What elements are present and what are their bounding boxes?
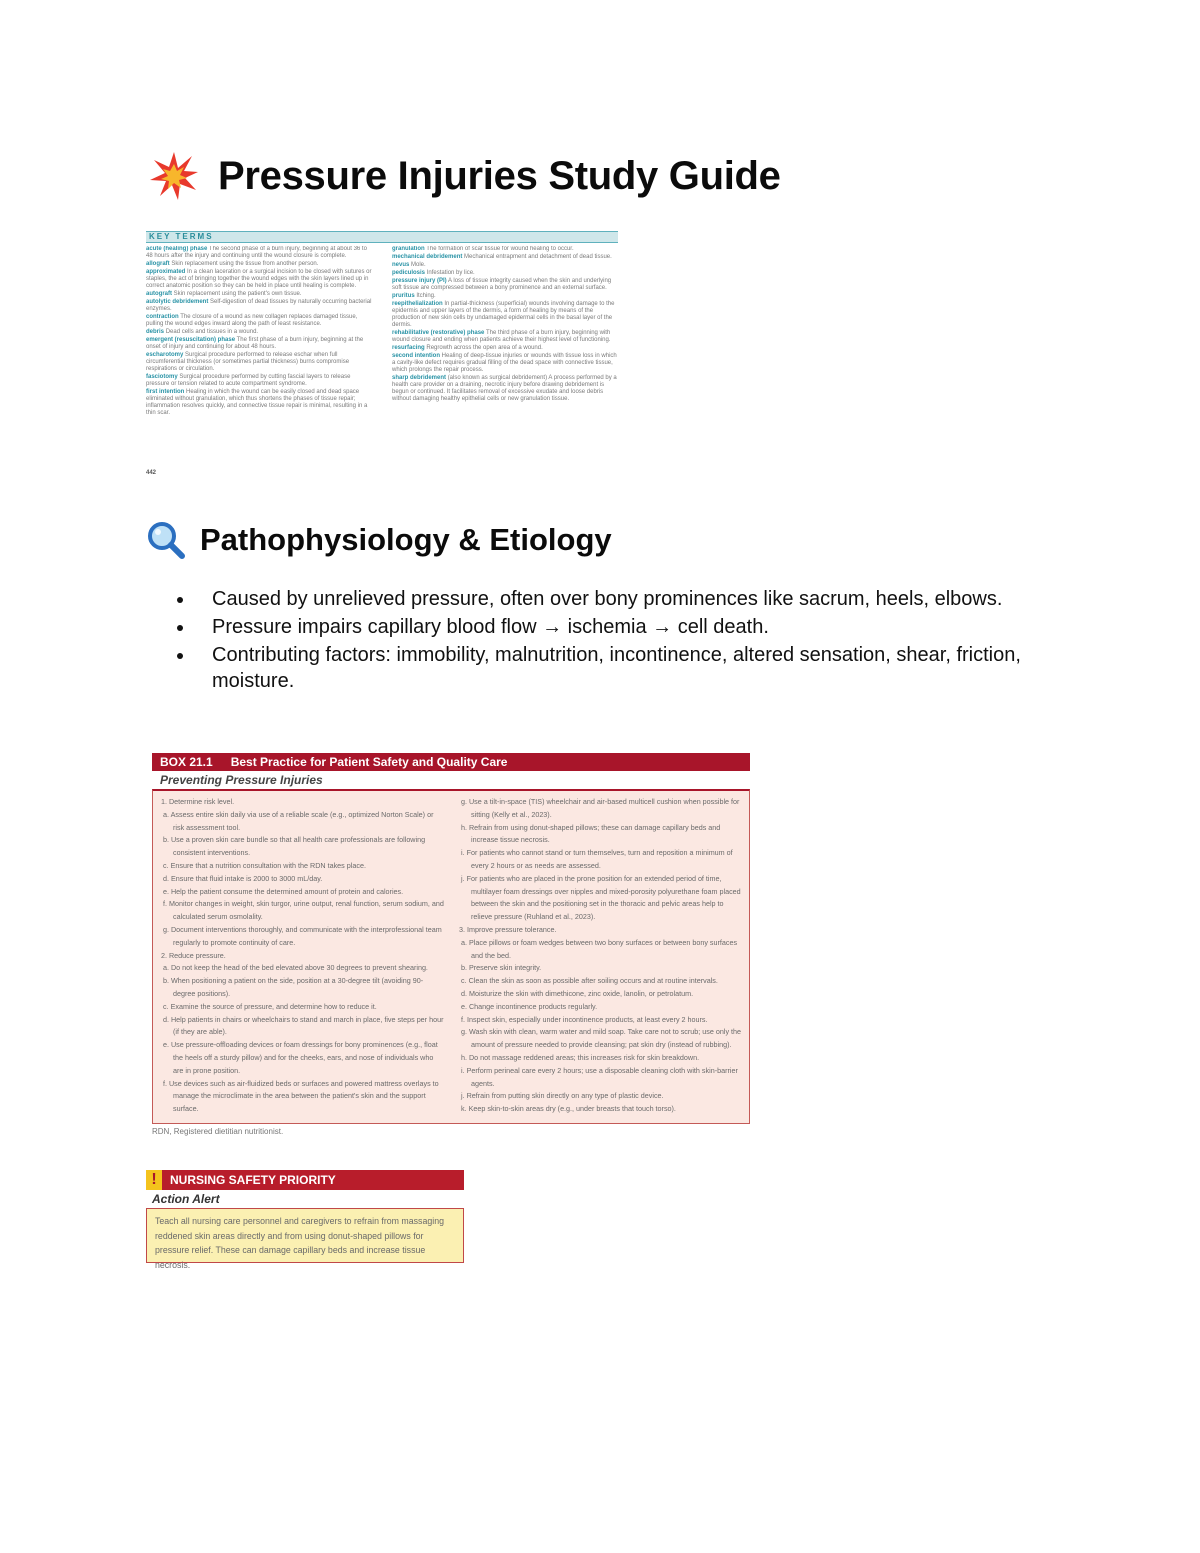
section-heading-row [146,520,612,560]
key-term-entry [146,314,372,328]
key-term-definition: Mechanical entrapment and detachment of dead tissue. [464,254,612,260]
box-list-item: d. Ensure that fluid intake is 2000 to 3000 mL/day. [163,873,323,883]
section-heading: Pathophysiology & Etiology [200,522,612,557]
box-list-item: c. Ensure that a nutrition consultation with the RDN takes place. [163,860,366,870]
box-list-item: j. Refrain from putting skin directly on any type of plastic device. [461,1091,664,1101]
key-term-definition: Surgical procedure performed by cutting fascial layers to release pressure or tension related to acute compartment syndrome. [146,374,351,387]
key-term-definition: Regrowth across the open area of a wound. [426,345,543,351]
box-list-item: 1. Determine risk level. [161,797,235,806]
key-term-definition: Self-digestion of dead tissues by naturally occurring bacterial enzymes. [146,299,372,312]
key-term-entry [146,261,372,268]
key-term-entry [392,330,618,344]
key-term-definition: A loss of tissue integrity caused when the skin and underlying soft tissue are compressed between a bony prominence and an external surface. [392,278,612,291]
key-term-definition: In a clean laceration or a surgical incision to be closed with sutures or staples, the act of bringing together the wound edges with the skin layers lined up in correct anatomic position so they can be held in place until healing is complete. [146,269,372,289]
key-terms-right-column [392,246,618,472]
box-list-item: b. Use a proven skin care bundle so that all health care professionals are following consistent interventions. [163,835,426,858]
key-terms-left-column [146,246,372,472]
nursing-safety-priority [146,1170,464,1270]
key-term-definition: The formation of scar tissue for wound healing to occur. [426,246,574,252]
box-title: Best Practice for Patient Safety and Quality Care [230,755,508,769]
key-term: granulation [392,246,425,252]
page-number: 442 [146,470,157,476]
box-list-item: b. When positioning a patient on the side, position at a 30-degree tilt (avoiding 90-degree positions). [163,976,424,998]
key-term-definition: Infestation by lice. [426,270,475,276]
key-term-entry [392,375,618,403]
key-term: second intention [392,353,440,359]
key-term-entry [392,270,618,277]
key-term-entry [146,389,372,417]
box-list-item: 3. Improve pressure tolerance. [459,924,557,934]
key-terms-heading: KEY TERMS [146,231,618,243]
key-term: resurfacing [392,345,425,351]
key-term-definition: The first phase of a burn injury, beginning at the onset of injury and continuing for about 48 hours. [146,337,364,350]
key-term-definition: The third phase of a burn injury, beginning with wound closure and ending when patients achieve their highest level of functioning. [392,330,611,343]
key-term: mechanical debridement [392,254,463,260]
key-term-entry [146,246,372,260]
page-title: Pressure Injuries Study Guide [218,153,781,198]
key-term: contraction [146,314,179,320]
key-term-entry [392,254,618,261]
magnifying-glass-icon [146,520,186,560]
box-list-item: h. Refrain from using donut-shaped pillows; these can damage capillary beds and increase tissue necrosis. [461,822,721,845]
box-list-item: e. Change incontinence products regularly. [461,1001,598,1011]
box-subtitle: Preventing Pressure Injuries [152,771,750,789]
key-term-definition: Surgical procedure performed to release eschar when full circumferential thickness (or sometimes partial thickness) burns compromise respirations or circulation. [146,352,350,372]
list-item: Caused by unrelieved pressure, often over bony prominences like sacrum, heels, elbows. [175,586,1075,612]
key-term-definition: Healing of deep-tissue injuries or wounds with tissue loss in which a cavity-like defect requires gradual filling of the dead space with connective tissue, which prolongs the repair process. [392,353,617,373]
box-list-item: e. Use pressure-offloading devices or foam dressings for bony prominences (e.g., float the heels off a sturdy pillow) and for the cheeks, ears, and nose of individuals who are in prone position. [163,1040,438,1075]
etiology-bullet-list [175,586,1075,696]
key-term: debris [146,329,165,335]
list-item: Contributing factors: immobility, malnutrition, incontinence, altered sensation, shear, friction, moisture. [175,642,1075,694]
collision-icon [148,150,200,202]
box-list-item: 2. Reduce pressure. [161,950,226,960]
box-list-item: a. Place pillows or foam wedges between two bony surfaces or between bony surfaces and the bed. [461,937,738,960]
box-right-column [457,796,743,1123]
box-list-item: k. Keep skin-to-skin areas dry (e.g., under breasts that touch torso). [461,1104,676,1114]
nsp-subtitle: Action Alert [152,1192,220,1206]
box-footnote: RDN, Registered dietitian nutritionist. [152,1127,284,1136]
key-term: sharp debridement [392,375,447,381]
key-term-entry [146,337,372,351]
key-term-entry [146,374,372,388]
key-term-definition: Skin replacement using the patient's own tissue. [173,291,302,297]
box-list-item: c. Clean the skin as soon as possible after soiling occurs and at routine intervals. [461,976,718,986]
key-term-entry [146,269,372,290]
key-term-entry [392,278,618,292]
key-term-entry [392,246,618,253]
title-row [148,150,781,202]
box-list-item: f. Monitor changes in weight, skin turgor, urine output, renal function, serum sodium, and calculated serum osmolality. [163,899,444,922]
box-list-item: d. Moisturize the skin with dimethicone, zinc oxide, lanolin, or petrolatum. [461,988,694,998]
box-list-item: g. Document interventions thoroughly, and communicate with the interprofessional team regularly to promote continuity of care. [163,924,442,947]
box-body [152,789,750,1124]
box-label: BOX 21.1 [160,755,213,769]
key-term: autograft [146,291,172,297]
key-term-entry [146,299,372,313]
key-term-definition: Dead cells and tissues in a wound. [165,329,259,335]
box-list-item: f. Use devices such as air-fluidized beds or surfaces and powered mattress overlays to manage the microclimate in the area between the patient's skin and the support surface. [163,1078,439,1114]
key-term: escharotomy [146,352,184,358]
key-term-definition: Itching. [416,293,436,299]
box-header [152,753,750,771]
box-list-item: e. Help the patient consume the determined amount of protein and calories. [163,886,404,896]
key-term: first intention [146,389,185,395]
best-practice-box [152,753,750,1136]
key-term-entry [392,353,618,374]
nsp-title: NURSING SAFETY PRIORITY [162,1170,464,1190]
key-term-entry [392,301,618,329]
key-term-entry [146,352,372,373]
key-terms-figure [146,231,618,481]
key-term: emergent (resuscitation) phase [146,337,236,343]
box-list-item: a. Assess entire skin daily via use of a reliable scale (e.g., optimized Norton Scale) or risk assessment tool. [163,809,434,832]
key-term-definition: Healing in which the wound can be easily closed and dead space eliminated without granulation, which thus shortens the phases of tissue repair; inflammation resolves quickly, and connective tissue repair is minimal, resulting in a thin scar. [146,389,368,416]
key-term-definition: Skin replacement using the tissue from another person. [171,261,319,267]
key-term: acute (healing) phase [146,246,208,252]
key-term-entry [392,293,618,300]
box-list-item: j. For patients who are placed in the prone position for an extended period of time, multilayer foam dressings over nipples and mixed-porosity polyurethane foam placed between the skin and the positioning set in the thoracic and pelvic areas help to relieve pressure (Ruhland et al., 2023). [461,873,741,922]
key-term-definition: Mole. [411,262,426,268]
box-list-item: h. Do not massage reddened areas; this increases risk for skin breakdown. [461,1052,700,1062]
box-list-item: i. For patients who cannot stand or turn themselves, turn and reposition a minimum of every 2 hours or as needs are assessed. [461,848,733,870]
key-term: reepithelialization [392,301,443,307]
key-term: allograft [146,261,170,267]
key-term: rehabilitative (restorative) phase [392,330,485,336]
box-list-item: b. Preserve skin integrity. [461,963,542,973]
key-term-entry [146,291,372,298]
key-term-definition: The closure of a wound as new collagen replaces damaged tissue, pulling the wound edges inward along the path of least resistance. [146,314,358,327]
key-term: fasciotomy [146,374,178,380]
nsp-header [146,1170,464,1190]
key-term-entry [392,262,618,269]
box-left-column [159,796,445,1123]
alert-icon: ! [146,1170,162,1190]
box-list-item: i. Perform perineal care every 2 hours; use a disposable cleaning cloth with skin-barrier agents. [461,1065,738,1088]
box-list-item: a. Do not keep the head of the bed elevated above 30 degrees to prevent shearing. [163,963,428,973]
box-list-item: d. Help patients in chairs or wheelchairs to stand and march in place, five steps per hour (if they are able). [163,1014,444,1037]
key-term-definition: In partial-thickness (superficial) wounds involving damage to the epidermis and upper layers of the dermis, a form of healing by means of the production of new skin cells by undamaged epidermal cells in the basal layer of the dermis. [392,301,615,328]
key-term-entry [146,329,372,336]
key-term: pediculosis [392,270,426,276]
key-term: approximated [146,269,186,275]
key-term: pressure injury (PI) [392,278,447,284]
key-term-definition: (also known as surgical debridement) A process performed by a health care provider on a draining, necrotic injury before drawing debridement is begun or continued. It facilitates removal of excessive exudate and loose debris without damaging healthy epithelial cells or new granulation tissue. [392,375,617,402]
key-term-definition: The second phase of a burn injury, beginning at about 36 to 48 hours after the injury and continuing until the wound closure is complete. [146,246,367,259]
key-term: nevus [392,262,410,268]
key-term: autolytic debridement [146,299,209,305]
box-list-item: g. Use a tilt-in-space (TIS) wheelchair and air-based multicell cushion when possible for sitting (Kelly et al., 2023). [461,797,740,819]
list-item: Pressure impairs capillary blood flow → ischemia → cell death. [175,614,1075,640]
box-list-item: f. Inspect skin, especially under incontinence products, at least every 2 hours. [461,1014,708,1024]
box-list-item: g. Wash skin with clean, warm water and mild soap. Take care not to scrub; use only the amount of pressure needed to provide cleansing; pat skin dry (instead of rubbing). [461,1027,742,1050]
key-term-entry [392,345,618,352]
key-term: pruritus [392,293,415,299]
box-list-item: c. Examine the source of pressure, and determine how to reduce it. [163,1001,377,1011]
nsp-body: Teach all nursing care personnel and caregivers to refrain from massaging reddened skin areas directly and from using donut-shaped pillows for pressure relief. These can damage capillary beds and increase tissue necrosis. [146,1208,464,1263]
